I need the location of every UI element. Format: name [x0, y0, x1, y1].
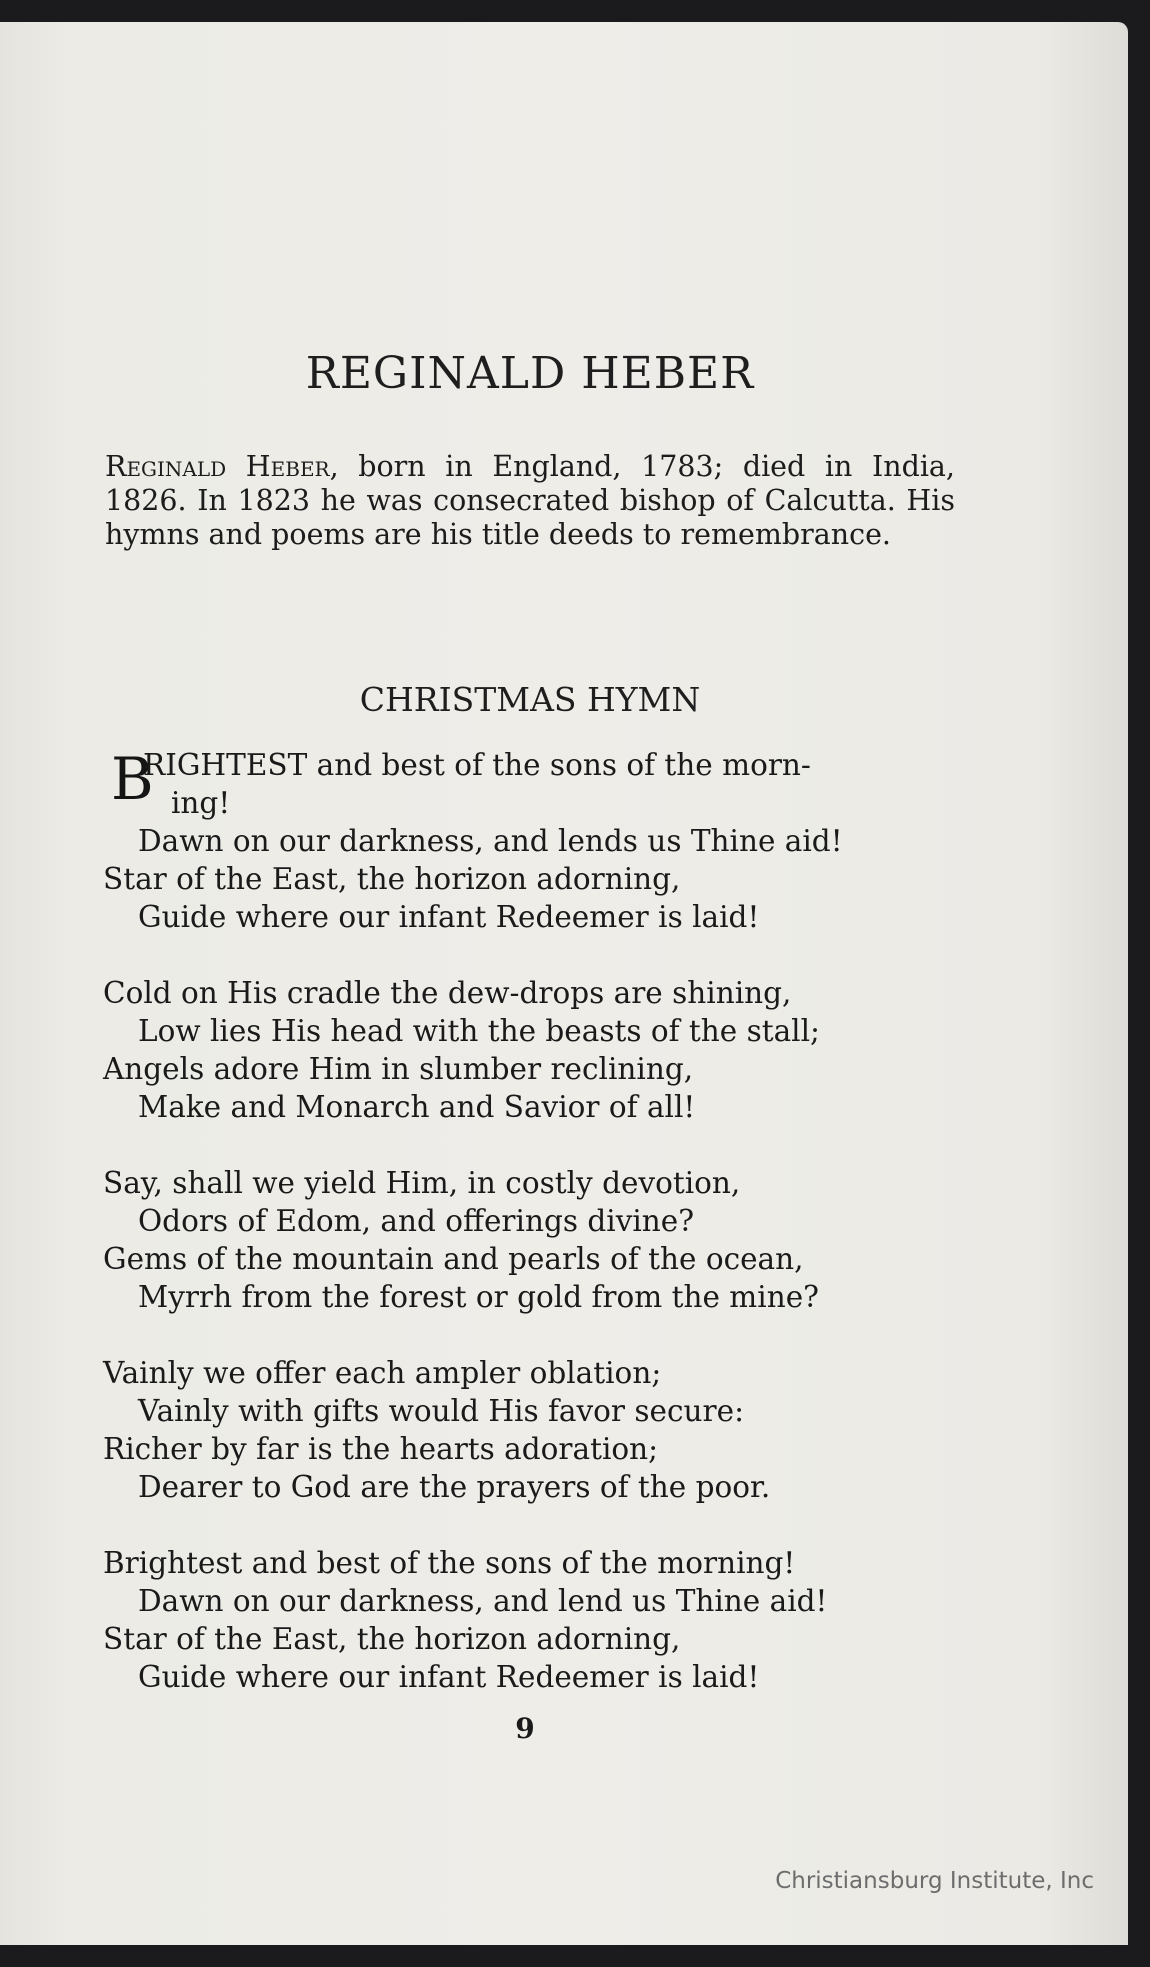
hymn-body	[103, 746, 973, 1734]
verse-line: Low lies His head with the beasts of the stall;	[138, 1014, 820, 1048]
page-number: 9	[515, 1712, 535, 1745]
drop-cap: B	[111, 745, 154, 813]
verse-line: Star of the East, the horizon adorning,	[103, 862, 681, 896]
verse-line: Angels adore Him in slumber reclining,	[103, 1052, 694, 1086]
first-line-text: RIGHTEST and best of the sons of the morn-	[143, 748, 811, 782]
hymn-title: CHRISTMAS HYMN	[359, 680, 701, 719]
watermark: Christiansburg Institute, Inc	[775, 1868, 1094, 1894]
author-name: Reginald Heber	[105, 450, 330, 483]
verse-line: Say, shall we yield Him, in costly devotion,	[103, 1166, 741, 1200]
verse-line: Brightest and best of the sons of the morning!	[103, 1546, 796, 1580]
verse-line: Dawn on our darkness, and lends us Thine aid!	[138, 824, 843, 858]
verse-line: Vainly we offer each ampler oblation;	[103, 1356, 662, 1390]
stanza-1	[103, 746, 973, 936]
stanza-2	[103, 974, 973, 1126]
verse-line: Cold on His cradle the dew-drops are shining,	[103, 976, 792, 1010]
verse-line: Star of the East, the horizon adorning,	[103, 1622, 681, 1656]
author-bio-text: , born in England, 1783; died in India, 1826. In 1823 he was consecrated bishop of Calcutta. His hymns and poems are his title deeds to remembrance.	[105, 450, 955, 551]
author-bio	[105, 450, 955, 552]
page-title: REGINALD HEBER	[305, 348, 755, 399]
verse-line: Dawn on our darkness, and lend us Thine aid!	[138, 1584, 828, 1618]
book-page	[0, 22, 1128, 1945]
verse-line: Vainly with gifts would His favor secure:	[138, 1394, 745, 1428]
verse-line: Guide where our infant Redeemer is laid!	[138, 1660, 760, 1694]
first-line-continuation: ing!	[171, 786, 231, 820]
verse-line: Dearer to God are the prayers of the poor.	[138, 1470, 771, 1504]
verse-line: Guide where our infant Redeemer is laid!	[138, 900, 760, 934]
verse-line: Gems of the mountain and pearls of the ocean,	[103, 1242, 804, 1276]
stanza-5	[103, 1544, 973, 1696]
stanza-4	[103, 1354, 973, 1506]
verse-line: Richer by far is the hearts adoration;	[103, 1432, 659, 1466]
verse-line: Myrrh from the forest or gold from the mine?	[138, 1280, 819, 1314]
stanza-3	[103, 1164, 973, 1316]
verse-line: Odors of Edom, and offerings divine?	[138, 1204, 695, 1238]
verse-line: Make and Monarch and Savior of all!	[138, 1090, 696, 1124]
